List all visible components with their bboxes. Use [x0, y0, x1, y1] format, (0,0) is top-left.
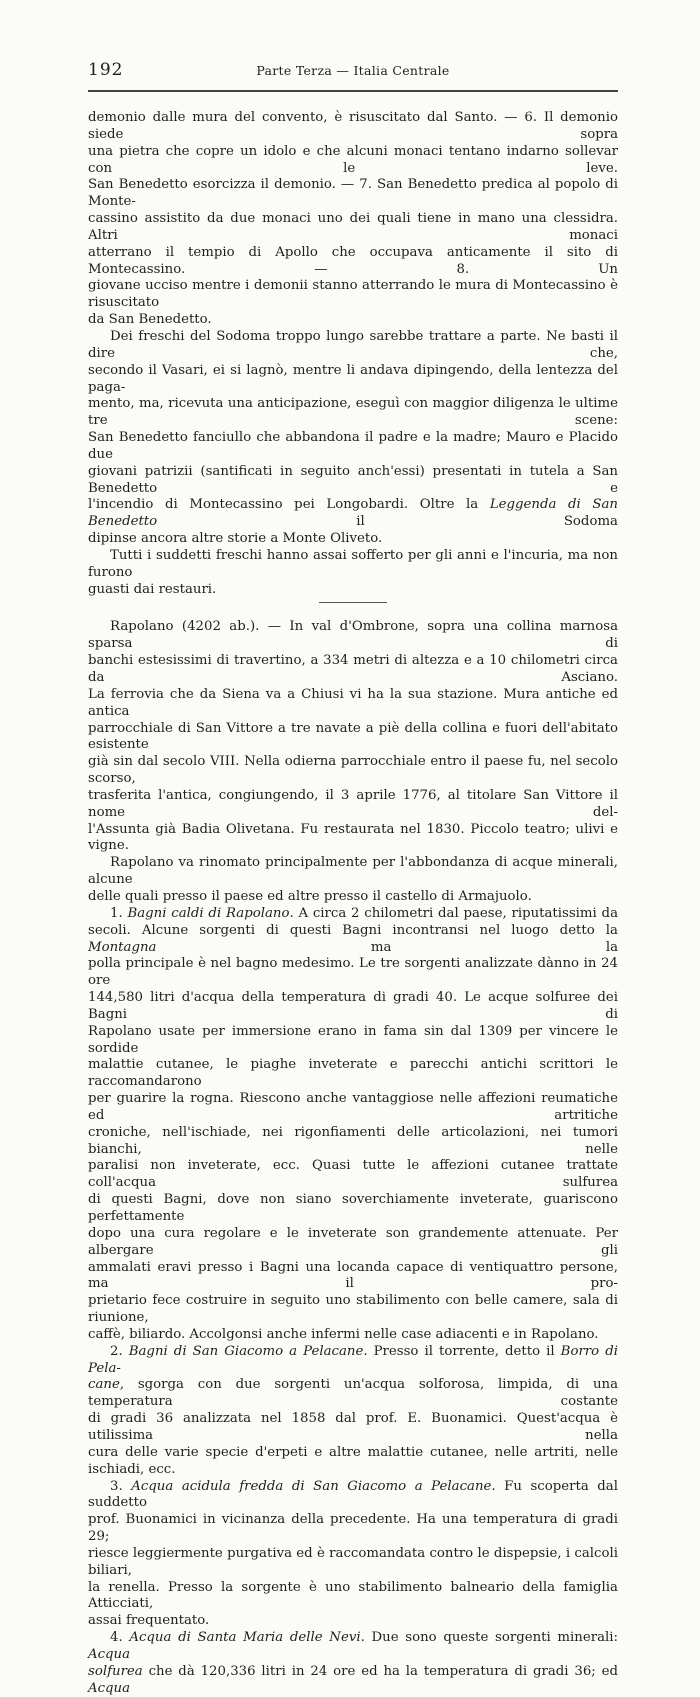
text-run: San Benedetto fanciullo che abbandona il padre e la madre; Mauro e Placido due: [88, 430, 618, 462]
text-run: già sin dal secolo VIII. Nella odierna parrocchiale entro il paese fu, nel secolo scorso,: [88, 754, 618, 787]
text-line: [88, 1613, 618, 1630]
header-rule: [88, 90, 618, 92]
text-line: [88, 464, 618, 498]
text-run: 3.: [110, 1478, 132, 1494]
text-run: prietario fece costruire in seguito uno stabilimento con belle camere, sala di riunione,: [88, 1293, 618, 1326]
text-line: [88, 1445, 618, 1479]
text-run: . A circa 2 chilometri dal paese, riputatissimi da: [289, 905, 618, 921]
text-line: [88, 278, 618, 312]
text-line: [88, 548, 618, 582]
text-run: riesce leggiermente purgativa ed è raccomandata contro le dispepsie, i calcoli biliari,: [88, 1545, 618, 1578]
text-line: [88, 1226, 618, 1260]
text-line: [88, 329, 618, 363]
text-line: [88, 177, 618, 211]
italic-text: Acqua: [88, 1680, 131, 1696]
text-run: cassino assistito da due monaci uno dei quali tiene in mano una clessidra. Altri monaci: [88, 211, 618, 243]
text-run: la renella. Presso la sorgente è uno stabilimento balneario della famiglia Atticciati,: [88, 1579, 618, 1612]
text-line: [88, 687, 618, 721]
text-line: [88, 889, 618, 906]
text-run: banchi estesissimi di travertino, a 334 metri di altezza e a 10 chilometri circa da Asciano.: [88, 653, 618, 685]
text-line: [88, 721, 618, 755]
text-run: ammalati eravi presso i Bagni una locanda capace di ventiquattro persone, ma il pro-: [88, 1259, 618, 1292]
paragraph: [88, 110, 618, 329]
text-line: [88, 1125, 618, 1159]
text-run: delle quali presso il paese ed altre presso il castello di Armajuolo.: [88, 888, 532, 904]
running-title: Parte Terza — Italia Centrale: [256, 63, 450, 78]
paragraph: [88, 619, 618, 855]
paragraph: [88, 855, 618, 906]
text-line: [88, 211, 618, 245]
text-run: Rapolano (4202 ab.). — In val d'Ombrone, sopra una collina marnosa sparsa di: [88, 619, 618, 652]
text-run: dipinse ancora altre storie a Monte Oliveto.: [88, 531, 383, 547]
text-run: da San Benedetto.: [88, 312, 212, 328]
text-run: prof. Buonamici in vicinanza della precedente. Ha una temperatura di gradi 29;: [88, 1512, 618, 1545]
text-run: . Fu scoperta dal suddetto: [88, 1478, 618, 1511]
text-line: [88, 653, 618, 687]
text-line: [88, 1091, 618, 1125]
text-line: [88, 582, 618, 599]
italic-text: cane: [88, 1377, 120, 1393]
text-run: La ferrovia che da Siena va a Chiusi vi ha la sua stazione. Mura antiche ed antica: [88, 686, 618, 719]
italic-text: Acqua di Santa Maria delle Nevi: [129, 1630, 361, 1646]
text-run: per guarire la rogna. Riescono anche vantaggiose nelle affezioni reumatiche ed artritiche: [88, 1091, 618, 1123]
text-run: l'Assunta già Badia Olivetana. Fu restaurata nel 1830. Piccolo teatro; ulivi e vigne.: [88, 821, 618, 854]
page-number: 192: [88, 60, 124, 80]
italic-text: Acqua: [88, 1646, 131, 1662]
text-line: [88, 430, 618, 464]
text-line: [88, 497, 618, 531]
text-line: [88, 110, 618, 144]
text-run: . Due sono queste sorgenti minerali:: [360, 1630, 618, 1646]
text-line: [88, 312, 618, 329]
text-line: [88, 396, 618, 430]
text-run: guasti dai restauri.: [88, 581, 217, 597]
text-run: Rapolano usate per immersione erano in fama sin dal 1309 per vincere le sordide: [88, 1023, 618, 1056]
italic-text: solfurea: [88, 1663, 143, 1679]
text-run: demonio dalle mura del convento, è risuscitato dal Santo. — 6. Il demonio siede sopra: [88, 110, 618, 142]
paragraph: [88, 1344, 618, 1479]
text-line: [88, 1024, 618, 1058]
italic-text: Borro di Pela-: [88, 1343, 618, 1376]
text-run: Dei freschi del Sodoma troppo lungo sarebbe trattare a parte. Ne basti il dire che,: [88, 328, 618, 361]
text-run: croniche, nell'ischiade, nei rigonfiamenti delle articolazioni, nei tumori bianchi, nelle: [88, 1124, 618, 1157]
text-run: . Presso il torrente, detto il: [363, 1343, 561, 1359]
text-line: [88, 1158, 618, 1192]
text-run: 1.: [110, 905, 128, 921]
text-line: [88, 990, 618, 1024]
italic-text: Bagni di San Giacomo a Pelacane: [128, 1343, 364, 1359]
text-run: caffè, biliardo. Accolgonsi anche infermi nelle case adiacenti e in Rapolano.: [88, 1326, 599, 1342]
page-header: [88, 60, 618, 82]
text-run: Tutti i suddetti freschi hanno assai sofferto per gli anni e l'incuria, ma non furono: [88, 547, 618, 580]
text-line: [88, 1293, 618, 1327]
text-run: il Sodoma: [157, 514, 618, 530]
text-line: [88, 788, 618, 822]
text-line: [88, 144, 618, 178]
text-run: mento, ma, ricevuta una anticipazione, eseguì con maggior diligenza le ultime tre scene:: [88, 396, 618, 429]
text-line: [88, 1630, 618, 1664]
text-run: secondo il Vasari, ei si lagnò, mentre li andava dipingendo, della lentezza del paga-: [88, 362, 618, 395]
paragraph: [88, 1630, 618, 1697]
text-run: di questi Bagni, dove non siano soverchiamente inveterate, guariscono perfettamente: [88, 1192, 618, 1224]
text-run: che dà 120,336 litri in 24 ore ed ha la temperatura di gradi 36; ed: [142, 1663, 618, 1679]
text-line: [88, 855, 618, 889]
text-line: [88, 906, 618, 923]
text-line: [88, 1546, 618, 1580]
text-run: giovani patrizii (santificati in seguito anch'essi) presentati in tutela a San Benedetto e: [88, 463, 618, 496]
text-run: 2.: [110, 1343, 129, 1359]
text-run: paralisi non inveterate, ecc. Quasi tutte le affezioni cutanee trattate coll'acqua sulfurea: [88, 1158, 618, 1191]
paragraph: [88, 329, 618, 548]
text-run: , sgorga con due sorgenti un'acqua solforosa, limpida, di una temperatura costante: [88, 1377, 618, 1410]
text-line: [88, 1377, 618, 1411]
text-run: cura delle varie specie d'erpeti e altre malattie cutanee, nelle artriti, nelle ischiadi, ecc.: [88, 1444, 618, 1477]
text-line: [88, 956, 618, 990]
text-run: una pietra che copre un idolo e che alcuni monaci tentano indarno sollevar con le leve.: [88, 143, 618, 176]
text-run: malattie cutanee, le piaghe inveterate e parecchi antichi scrittori le raccomandarono: [88, 1057, 618, 1090]
text-line: [88, 531, 618, 548]
italic-text: Leggenda di San Benedetto: [88, 497, 618, 530]
text-line: [88, 923, 618, 957]
text-run: Rapolano va rinomato principalmente per l'abbondanza di acque minerali, alcune: [88, 855, 618, 888]
text-line: [88, 1580, 618, 1614]
text-run: secoli. Alcune sorgenti di questi Bagni incontransi nel luogo detto la: [88, 922, 618, 938]
text-run: 144,580 litri d'acqua della temperatura di gradi 40. Le acque solfuree dei Bagni di: [88, 990, 618, 1022]
text-line: [88, 363, 618, 397]
text-line: [88, 1411, 618, 1445]
text-run: polla principale è nel bagno medesimo. Le tre sorgenti analizzate dànno in 24 ore: [88, 956, 618, 989]
text-run: parrocchiale di San Vittore a tre navate a piè della collina e fuori dell'abitato esistente: [88, 720, 618, 753]
text-line: [88, 1327, 618, 1344]
text-run: dopo una cura regolare e le inveterate son grandemente attenuate. Per albergare gli: [88, 1225, 618, 1258]
italic-text: Montagna: [88, 939, 157, 955]
text-run: San Benedetto esorcizza il demonio. — 7. San Benedetto predica al popolo di Monte-: [88, 177, 618, 210]
text-line: [88, 245, 618, 279]
text-line: [88, 1344, 618, 1378]
text-run: atterrano il tempio di Apollo che occupava anticamente il sito di Montecassino. — 8. Un: [88, 244, 618, 277]
text-run: di gradi 36 analizzata nel 1858 dal prof. E. Buonamici. Quest'acqua è utilissima nella: [88, 1411, 618, 1443]
text-line: [88, 754, 618, 788]
text-line: [88, 1260, 618, 1294]
text-run: trasferita l'antica, congiungendo, il 3 aprile 1776, al titolare San Vittore il nome del-: [88, 787, 618, 820]
text-run: assai frequentato.: [88, 1613, 210, 1629]
section-separator: [319, 602, 387, 603]
paragraph: [88, 1479, 618, 1631]
text-line: [88, 1512, 618, 1546]
text-line: [88, 1192, 618, 1226]
paragraph: [88, 548, 618, 599]
text-run: 4.: [110, 1630, 130, 1646]
text-run: l'incendio di Montecassino pei Longobardi. Oltre la: [88, 497, 490, 513]
text-run: ma la: [156, 939, 618, 955]
paragraph: [88, 906, 618, 1344]
text-line: [88, 1057, 618, 1091]
text-line: [88, 1664, 618, 1697]
text-line: [88, 822, 618, 856]
italic-text: Acqua acidula fredda di San Giacomo a Pelacane: [131, 1478, 492, 1494]
body-text: [88, 110, 618, 1697]
italic-text: Bagni caldi di Rapolano: [127, 905, 290, 921]
text-line: [88, 1479, 618, 1513]
text-run: giovane ucciso mentre i demonii stanno atterrando le mura di Montecassino è risuscitato: [88, 278, 618, 311]
text-line: [88, 619, 618, 653]
